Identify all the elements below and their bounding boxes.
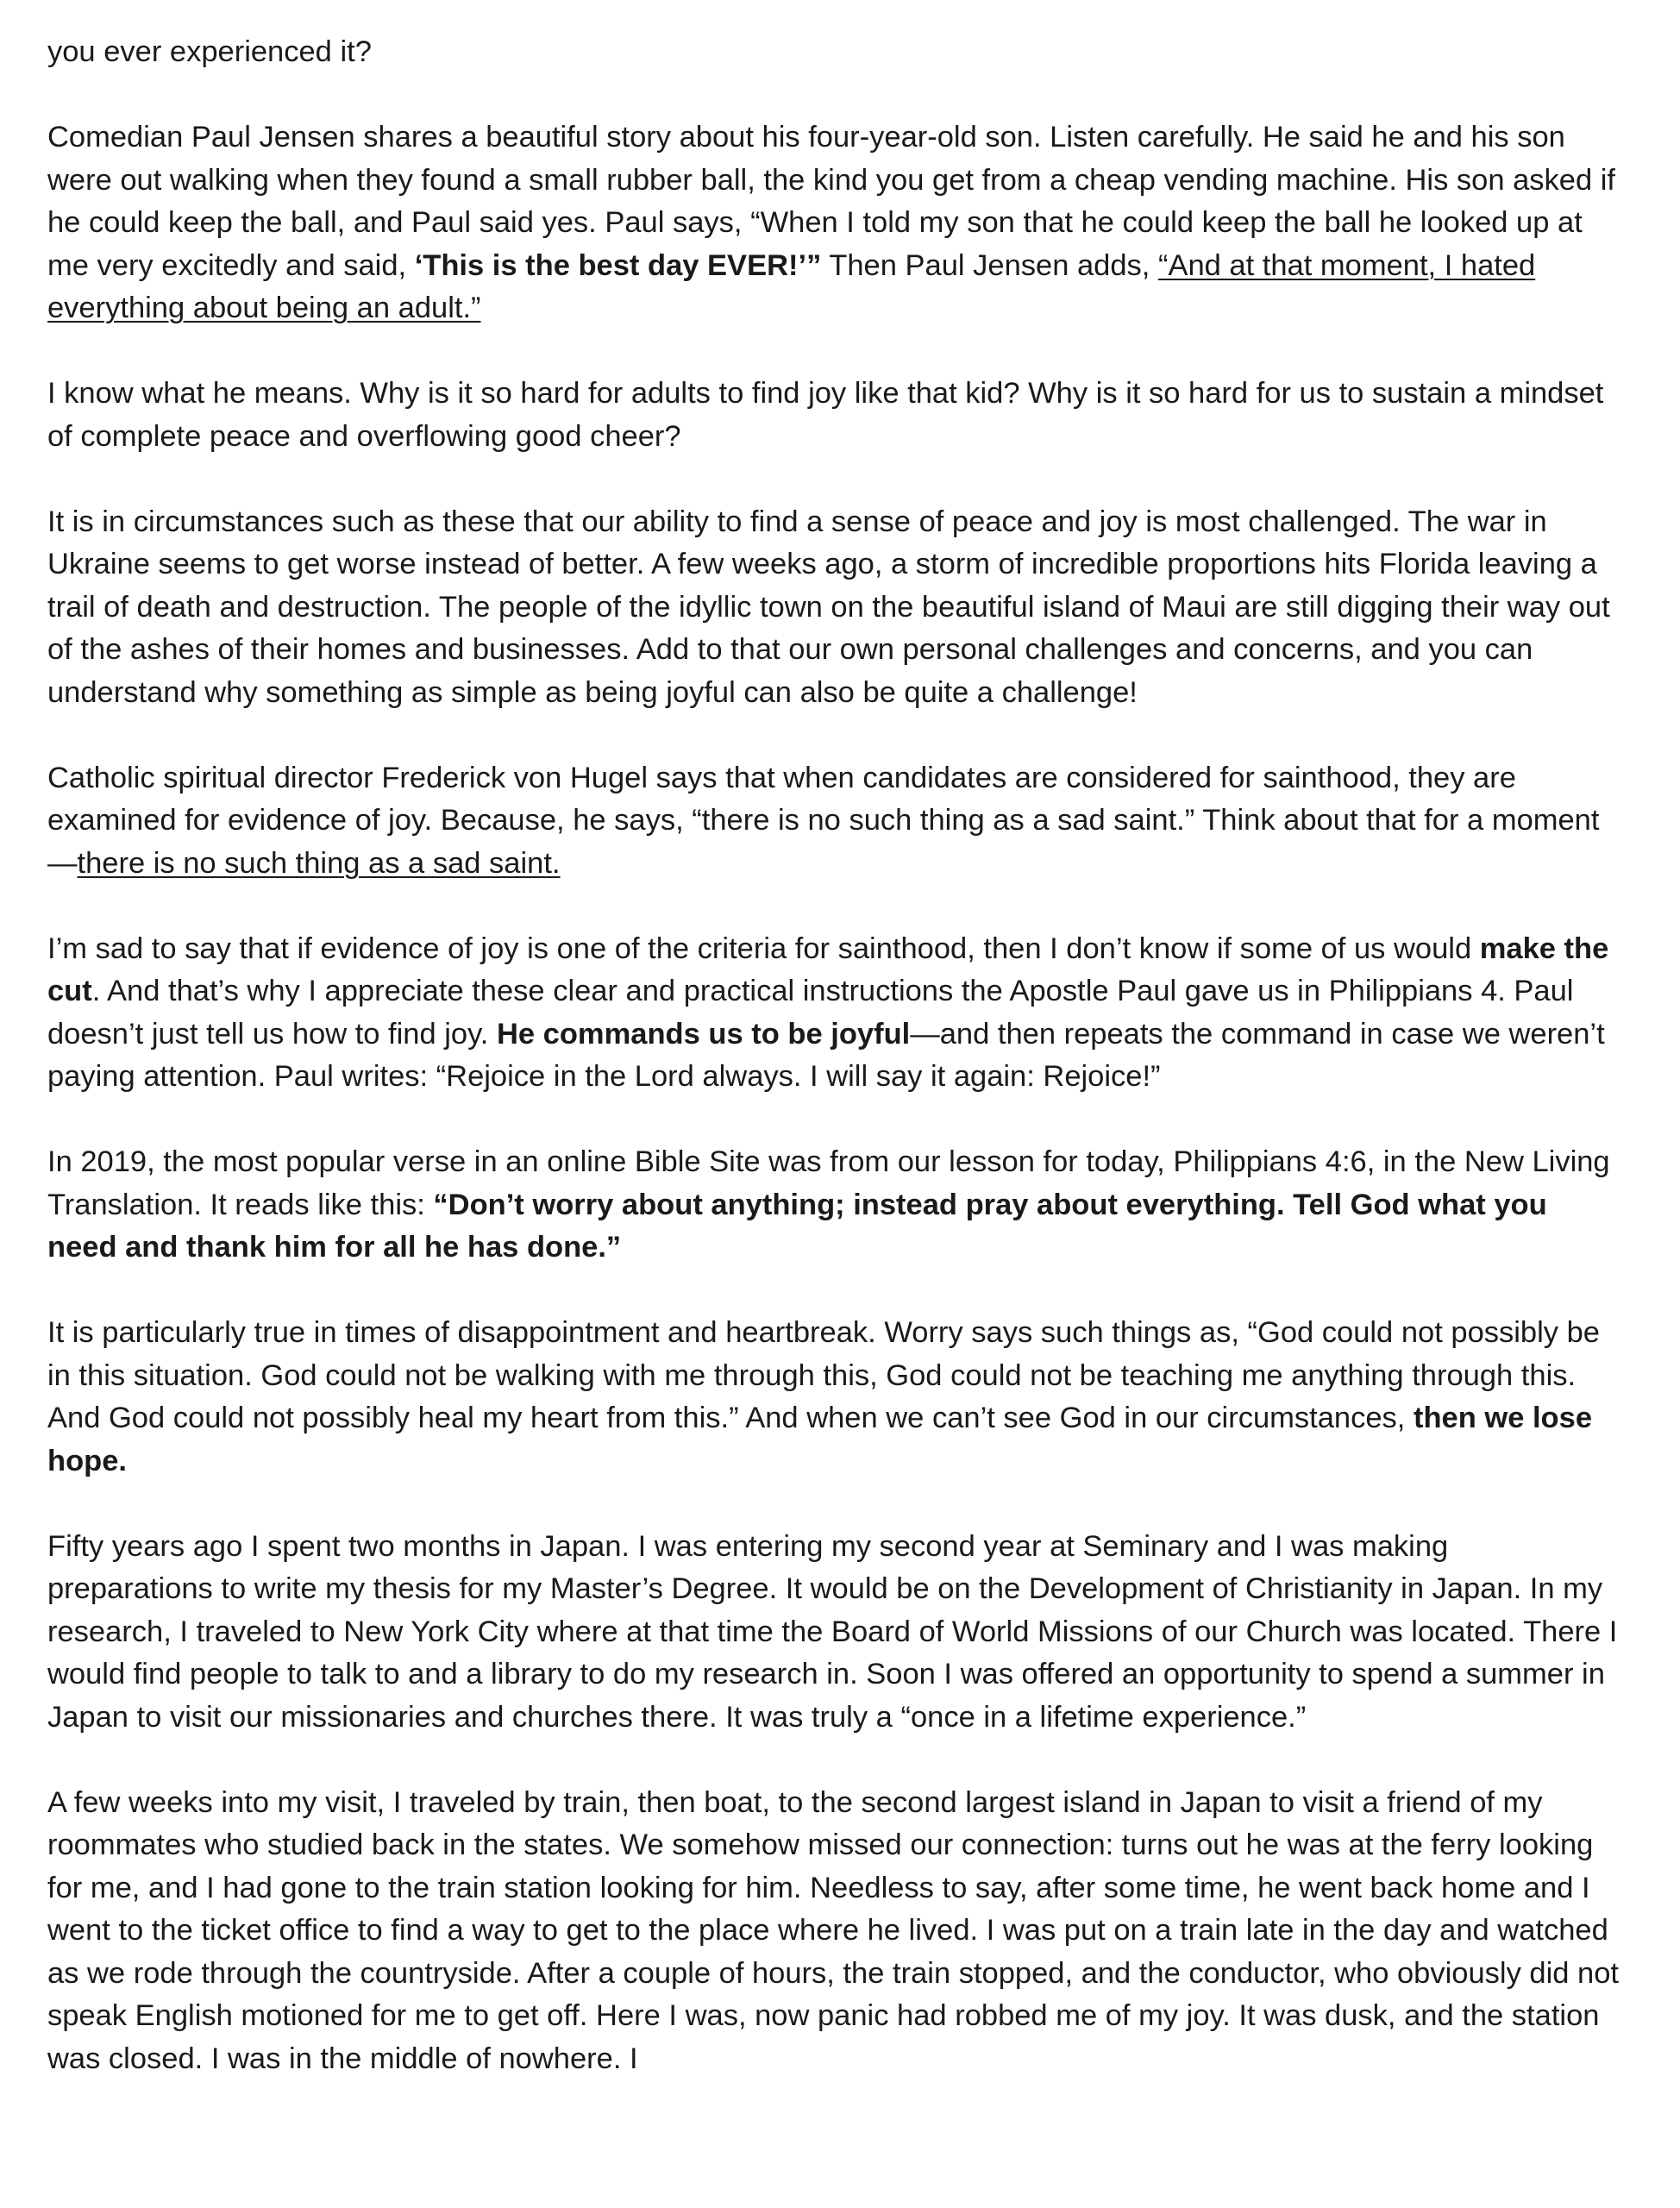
text-run: Fifty years ago I spent two months in Japan. I was entering my second year at Seminary and I was making preparations to write my thesis for my Master’s Degree. It would be on the Development of Christianity in Japan. In my research, I traveled to New York City where at that time the Board of World Missions of our Church was located. There I would find people to talk to and a library to do my research in. Soon I was offered an opportunity to spend a summer in Japan to visit our missionaries and churches there. It was truly a “once in a lifetime experience.”	[47, 1529, 1618, 1734]
text-run: . And that’s why I appreciate these clear and practical instructions the Apostle Paul gave us in Philippians 4. Paul doesn’t just tell us how to find joy.	[47, 975, 1574, 1051]
text-run: A few weeks into my visit, I traveled by train, then boat, to the second largest island in Japan to visit a friend of my roommates who studied back in the states. We somehow missed our connection: turns out he was at the ferry looking for me, and I had gone to the train station looking for him. Needless to say, after some time, he went back home and I went to the ticket office to find a way to get to the place where he lived. I was put on a train late in the day and watched as we rode through the countryside. After a couple of hours, the train stopped, and the conductor, who obviously did not speak English motioned for me to get off. Here I was, now panic had robbed me of my joy. It was dusk, and the station was closed. I was in the middle of nowhere. I	[47, 1785, 1619, 2075]
paragraph-8	[47, 1312, 1620, 1483]
bold-verse-quote: “Don’t worry about anything; instead pray about everything. Tell God what you need and thank him for all he has done.”	[47, 1188, 1547, 1264]
bold-quote: ‘This is the best day EVER!’”	[414, 248, 822, 282]
underlined-quote: “And at that moment, I hated everything about being an adult.”	[47, 248, 1536, 324]
paragraph-4	[47, 501, 1620, 715]
bold-phrase: then we lose hope.	[47, 1402, 1593, 1477]
paragraph-9	[47, 1526, 1620, 1740]
paragraph-1	[47, 31, 1620, 74]
paragraph-10	[47, 1782, 1620, 2081]
paragraph-3	[47, 373, 1620, 458]
text-run: Catholic spiritual director Frederick von Hugel says that when candidates are considered for sainthood, they are examined for evidence of joy. Because, he says, “there is no such thing as a sad saint.” Think about that for a moment—	[47, 761, 1600, 880]
text-run: It is particularly true in times of disappointment and heartbreak. Worry says such things as, “God could not possibly be in this situation. God could not be walking with me through this, God could not be teaching me anything through this. And God could not possibly heal my heart from this.” And when we can’t see God in our circumstances,	[47, 1316, 1600, 1434]
bold-phrase: He commands us to be joyful	[496, 1017, 911, 1051]
underlined-phrase: there is no such thing as a sad saint.	[77, 846, 561, 880]
text-run: In 2019, the most popular verse in an online Bible Site was from our lesson for today, Philippians 4:6, in the New Living Translation. It reads like this:	[47, 1145, 1610, 1221]
text-run: I’m sad to say that if evidence of joy is one of the criteria for sainthood, then I don’t know if some of us would	[47, 932, 1480, 965]
text-run: Comedian Paul Jensen shares a beautiful story about his four-year-old son. Listen carefully. He said he and his son were out walking when they found a small rubber ball, the kind you get from a cheap vending machine. His son asked if he could keep the ball, and Paul said yes. Paul says, “When I told my son that he could keep the ball he looked up at me very excitedly and said,	[47, 121, 1616, 282]
text-run: —and then repeats the command in case we weren’t paying attention. Paul writes: “Rejoice in the Lord always. I will say it again: Rejoice!”	[47, 1017, 1605, 1093]
paragraph-5	[47, 757, 1620, 886]
text-run: I know what he means. Why is it so hard for adults to find joy like that kid? Why is it so hard for us to sustain a mindset of complete peace and overflowing good cheer?	[47, 377, 1604, 453]
text-run: Then Paul Jensen adds,	[821, 248, 1158, 282]
text-run: It is in circumstances such as these that our ability to find a sense of peace and joy is most challenged. The war in Ukraine seems to get worse instead of better. A few weeks ago, a storm of incredible proportions hits Florida leaving a trail of death and destruction. The people of the idyllic town on the beautiful island of Maui are still digging their way out of the ashes of their homes and businesses. Add to that our own personal challenges and concerns, and you can understand why something as simple as being joyful can also be quite a challenge!	[47, 505, 1610, 709]
paragraph-7	[47, 1141, 1620, 1270]
paragraph-6	[47, 928, 1620, 1099]
paragraph-2	[47, 116, 1620, 330]
bold-phrase: make the cut	[47, 932, 1609, 1007]
text-run: you ever experienced it?	[47, 35, 372, 68]
